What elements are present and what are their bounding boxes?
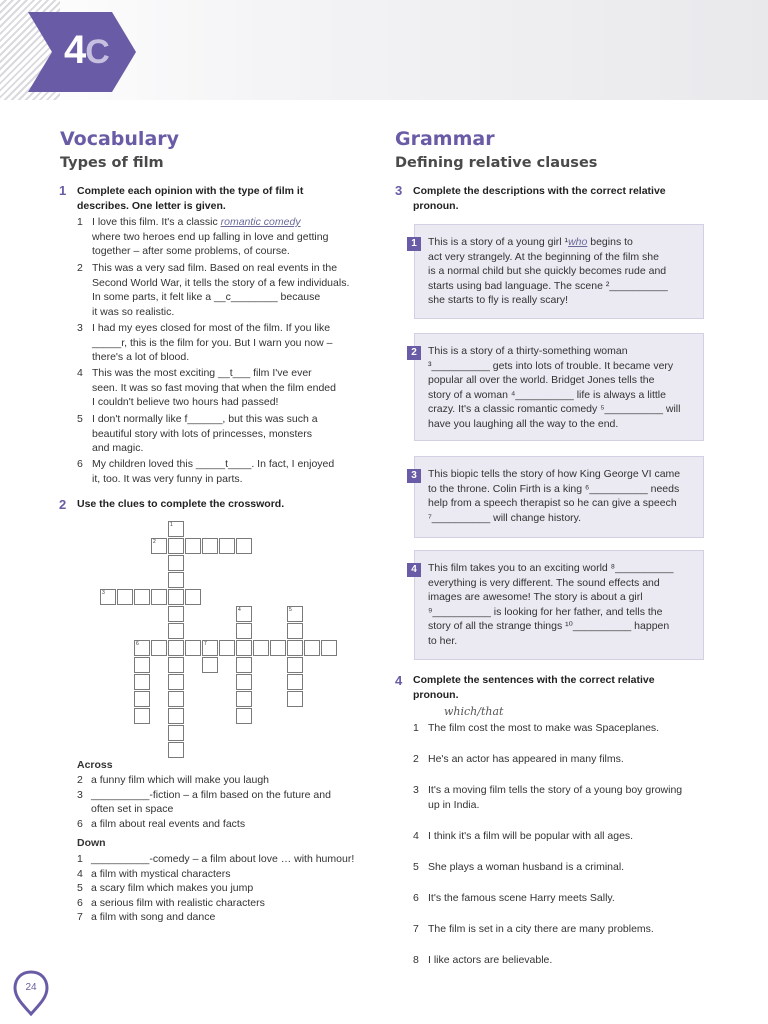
crossword-cell[interactable] xyxy=(287,657,303,673)
clue-number: 6 xyxy=(77,817,83,830)
crossword-cell[interactable] xyxy=(287,674,303,690)
box-line: popular all over the world. Bridget Jones tells the xyxy=(428,374,655,387)
grammar-subtitle: Defining relative clauses xyxy=(395,155,598,171)
crossword-cell[interactable] xyxy=(168,725,184,741)
item-line: there's a lot of blood. xyxy=(92,351,190,364)
sentence-number: 5 xyxy=(413,861,419,873)
box-line: This film takes you to an exciting world ⁸__________ xyxy=(428,562,674,574)
crossword-cell[interactable] xyxy=(236,538,252,554)
crossword-cell[interactable] xyxy=(134,691,150,707)
page-number-badge-icon xyxy=(12,970,50,1016)
clue-number: 6 xyxy=(77,896,83,909)
sentence-text: It's the famous scene Harry meets Sally. xyxy=(428,892,615,904)
exercise-number: 3 xyxy=(395,183,403,198)
item-line: In some parts, it felt like a __c________ because xyxy=(92,291,321,304)
box-text xyxy=(428,467,694,525)
sentence-text: I think it's a film will be popular with all ages. xyxy=(428,830,634,842)
box-line: everything is very different. The sound effects and xyxy=(428,576,660,589)
box-line: to the throne. Colin Firth is a king ⁶__________ needs xyxy=(428,482,680,495)
box-number: 1 xyxy=(407,237,421,251)
clue-text: a scary film which makes you jump xyxy=(91,882,254,894)
across-heading: Across xyxy=(77,759,113,771)
unit-label xyxy=(64,28,109,74)
crossword-cell[interactable] xyxy=(321,640,337,656)
box-line: begins to xyxy=(590,236,633,248)
item-line: This was a very sad film. Based on real events in the xyxy=(92,262,338,274)
sentence-text: The film cost the most to make was Spaceplanes. xyxy=(428,722,660,734)
vocab-item-6 xyxy=(92,457,372,486)
clue-number: 1 xyxy=(77,853,83,865)
item-number: 2 xyxy=(77,262,83,274)
crossword-cell[interactable] xyxy=(270,640,286,656)
crossword-cell[interactable] xyxy=(236,691,252,707)
clue-text: a film with mystical characters xyxy=(91,867,231,880)
crossword-cell[interactable] xyxy=(236,640,252,656)
vocabulary-subtitle: Types of film xyxy=(60,155,164,171)
crossword-cell[interactable] xyxy=(168,742,184,758)
item-line: I couldn't believe two hours had passed! xyxy=(92,396,279,409)
crossword-cell[interactable] xyxy=(236,657,252,673)
description-box-3 xyxy=(411,456,704,538)
handwritten-answer: romantic comedy xyxy=(220,216,301,228)
clue-text: a film with song and dance xyxy=(91,911,216,923)
instruction-line: Complete the descriptions with the correct relative xyxy=(413,185,666,197)
item-line: together – after some problems, of course. xyxy=(92,245,290,258)
item-number: 4 xyxy=(77,367,83,379)
clue-row xyxy=(77,896,377,911)
clue-text: a funny film which will make you laugh xyxy=(91,774,269,786)
sentence-number: 4 xyxy=(413,830,419,842)
crossword-cell[interactable] xyxy=(134,708,150,724)
box-line: to her. xyxy=(428,634,458,647)
description-box-2 xyxy=(411,333,704,441)
box-number: 2 xyxy=(407,346,421,360)
vocab-item-5 xyxy=(92,412,372,456)
item-line: I had my eyes closed for most of the film. If you like xyxy=(92,322,331,334)
item-line: beautiful story with lots of princesses, monsters xyxy=(92,427,313,440)
box-line: story of all the strange things ¹⁰__________ happen xyxy=(428,620,670,633)
crossword-cell[interactable] xyxy=(168,674,184,690)
clue-text: often set in space xyxy=(91,803,174,815)
crossword-cell[interactable] xyxy=(253,640,269,656)
crossword-cell[interactable] xyxy=(168,538,184,554)
crossword-cell[interactable] xyxy=(236,674,252,690)
crossword-cell[interactable] xyxy=(219,538,235,554)
unit-number: 4 xyxy=(64,28,86,72)
item-number: 5 xyxy=(77,413,83,425)
sentence-number: 1 xyxy=(413,722,419,734)
clue-row xyxy=(77,852,377,867)
box-line: help from a speech therapist so he can give a speech xyxy=(428,497,677,510)
clue-number: 4 xyxy=(77,867,83,880)
exercise-number: 2 xyxy=(59,497,67,512)
crossword-cell[interactable] xyxy=(117,589,133,605)
crossword-cell[interactable] xyxy=(134,589,150,605)
exercise-number: 4 xyxy=(395,673,403,688)
box-line: This is a story of a young girl ¹ xyxy=(428,236,569,248)
crossword-cell-number: 7 xyxy=(204,641,207,647)
clue-number: 7 xyxy=(77,911,83,923)
description-box-4 xyxy=(411,550,704,660)
crossword-cell-number: 2 xyxy=(153,539,156,545)
crossword-cell[interactable] xyxy=(168,657,184,673)
item-line: _____r, this is the film for you. But I warn you now – xyxy=(92,336,333,349)
clue-row xyxy=(77,788,377,803)
crossword-cell[interactable] xyxy=(168,572,184,588)
item-line: it was so realistic. xyxy=(92,305,175,318)
sentence-number: 3 xyxy=(413,784,419,796)
crossword-cell[interactable] xyxy=(134,674,150,690)
crossword-cell[interactable] xyxy=(202,657,218,673)
item-line: Second World War, it tells the story of a few individuals. xyxy=(92,276,350,289)
sentence-text: up in India. xyxy=(428,799,480,811)
exercise-instruction xyxy=(413,673,655,703)
item-number: 3 xyxy=(77,322,83,334)
box-line: she starts to fly is really scary! xyxy=(428,294,569,307)
item-number: 6 xyxy=(77,458,83,470)
crossword-cell[interactable] xyxy=(168,589,184,605)
page-number: 24 xyxy=(25,982,37,993)
clue-text: a film about real events and facts xyxy=(91,817,246,830)
crossword-cell[interactable] xyxy=(185,538,201,554)
clue-row xyxy=(77,802,377,817)
box-line: have you laughing all the way to the end. xyxy=(428,417,619,430)
crossword-cell[interactable] xyxy=(168,623,184,639)
handwritten-answer: which/that xyxy=(444,705,504,718)
clue-number: 2 xyxy=(77,774,83,786)
crossword-cell[interactable] xyxy=(168,555,184,571)
box-line: images are awesome! The story is about a girl xyxy=(428,591,643,604)
sentence-number: 8 xyxy=(413,954,419,966)
crossword-cell-number: 3 xyxy=(102,590,105,596)
clue-row xyxy=(77,773,377,788)
box-text xyxy=(428,561,694,649)
crossword-cell-number: 1 xyxy=(170,522,173,528)
clue-text: __________-fiction – a film based on the future and xyxy=(91,788,331,801)
box-text xyxy=(428,235,694,308)
crossword-cell[interactable] xyxy=(168,708,184,724)
box-line: starts using bad language. The scene ²__________ xyxy=(428,279,668,292)
box-line: crazy. It's a classic romantic comedy ⁵__________ will xyxy=(428,403,681,416)
instruction-line: describes. One letter is given. xyxy=(77,200,226,212)
crossword-cell[interactable] xyxy=(151,640,167,656)
sentence-text: It's a moving film tells the story of a young boy growing xyxy=(428,784,683,796)
crossword-cell[interactable] xyxy=(168,606,184,622)
box-number: 3 xyxy=(407,469,421,483)
crossword-cell[interactable] xyxy=(287,691,303,707)
item-line: I don't normally like f______, but this was such a xyxy=(92,413,318,425)
item-line: seen. It was so fast moving that when the film ended xyxy=(92,381,336,394)
clue-row xyxy=(77,910,377,925)
crossword-cell[interactable] xyxy=(168,691,184,707)
clue-number: 3 xyxy=(77,788,83,801)
sentence-text: The film is set in a city there are many problems. xyxy=(428,923,654,935)
crossword-cell[interactable] xyxy=(185,589,201,605)
item-line: where two heroes end up falling in love and getting xyxy=(92,230,329,243)
exercise-number: 1 xyxy=(59,183,67,198)
crossword-cell[interactable] xyxy=(151,589,167,605)
across-clues xyxy=(77,773,377,831)
unit-letter: C xyxy=(85,33,109,71)
grammar-title: Grammar xyxy=(395,128,495,150)
box-line: act very strangely. At the beginning of the film she xyxy=(428,250,659,263)
vocabulary-title: Vocabulary xyxy=(60,128,180,150)
sentence-number: 2 xyxy=(413,753,419,765)
vocab-item-1 xyxy=(92,215,372,259)
instruction-line: Complete the sentences with the correct relative xyxy=(413,674,655,686)
crossword-cell-number: 4 xyxy=(238,607,241,613)
clue-number: 5 xyxy=(77,882,83,894)
box-line: This is a story of a thirty-something woman xyxy=(428,345,628,357)
crossword-cell[interactable] xyxy=(185,640,201,656)
sentence-text: He's an actor has appeared in many films. xyxy=(428,753,624,765)
box-line: ⁹__________ is looking for her father, and tells the xyxy=(428,605,663,618)
item-line: I love this film. It's a classic xyxy=(92,216,218,228)
sentence-text: She plays a woman husband is a criminal. xyxy=(428,861,625,873)
page-header xyxy=(0,0,768,100)
crossword-cell[interactable] xyxy=(236,708,252,724)
item-line: This was the most exciting __t___ film I've ever xyxy=(92,367,312,379)
box-line: ⁷__________ will change history. xyxy=(428,511,582,524)
description-box-1 xyxy=(411,224,704,319)
crossword-cell[interactable] xyxy=(304,640,320,656)
box-line: story of a woman ⁴__________ life is always a little xyxy=(428,388,666,401)
crossword-grid xyxy=(100,521,330,751)
crossword-cell[interactable] xyxy=(134,657,150,673)
crossword-cell-number: 5 xyxy=(289,607,292,613)
crossword-cell[interactable] xyxy=(168,640,184,656)
down-heading: Down xyxy=(77,837,106,849)
item-line: My children loved this _____t____. In fact, I enjoyed xyxy=(92,458,335,470)
exercise-instruction xyxy=(77,184,303,214)
clue-row xyxy=(77,817,377,832)
crossword-cell[interactable] xyxy=(202,538,218,554)
handwritten-answer: who xyxy=(568,236,588,248)
down-clues xyxy=(77,852,377,925)
crossword-cell[interactable] xyxy=(287,623,303,639)
exercise-instruction xyxy=(413,184,666,214)
sentence-text: I like actors are believable. xyxy=(428,954,553,966)
vocab-item-2 xyxy=(92,261,372,319)
instruction-line: pronoun. xyxy=(413,200,459,212)
box-line: This biopic tells the story of how King George VI came xyxy=(428,468,681,480)
box-line: is a normal child but she quickly becomes rude and xyxy=(428,265,667,278)
box-text xyxy=(428,344,694,432)
crossword-cell[interactable] xyxy=(287,640,303,656)
vocab-item-3 xyxy=(92,321,372,365)
item-number: 1 xyxy=(77,216,83,228)
clue-row xyxy=(77,867,377,882)
sentence-number: 6 xyxy=(413,892,419,904)
clue-text: __________-comedy – a film about love … with humour! xyxy=(91,853,355,865)
clue-row xyxy=(77,881,377,896)
box-number: 4 xyxy=(407,563,421,577)
item-line: and magic. xyxy=(92,442,144,455)
crossword-cell[interactable] xyxy=(236,623,252,639)
instruction-line: pronoun. xyxy=(413,689,459,701)
vocab-item-4 xyxy=(92,366,372,410)
exercise-instruction: Use the clues to complete the crossword. xyxy=(77,498,285,510)
crossword-cell[interactable] xyxy=(219,640,235,656)
sentence-number: 7 xyxy=(413,923,419,935)
item-line: it, too. It was very funny in parts. xyxy=(92,472,243,485)
crossword-cell-number: 6 xyxy=(136,641,139,647)
instruction-line: Complete each opinion with the type of film it xyxy=(77,185,304,197)
clue-text: a serious film with realistic characters xyxy=(91,896,265,909)
box-line: ³__________ gets into lots of trouble. It became very xyxy=(428,359,674,372)
